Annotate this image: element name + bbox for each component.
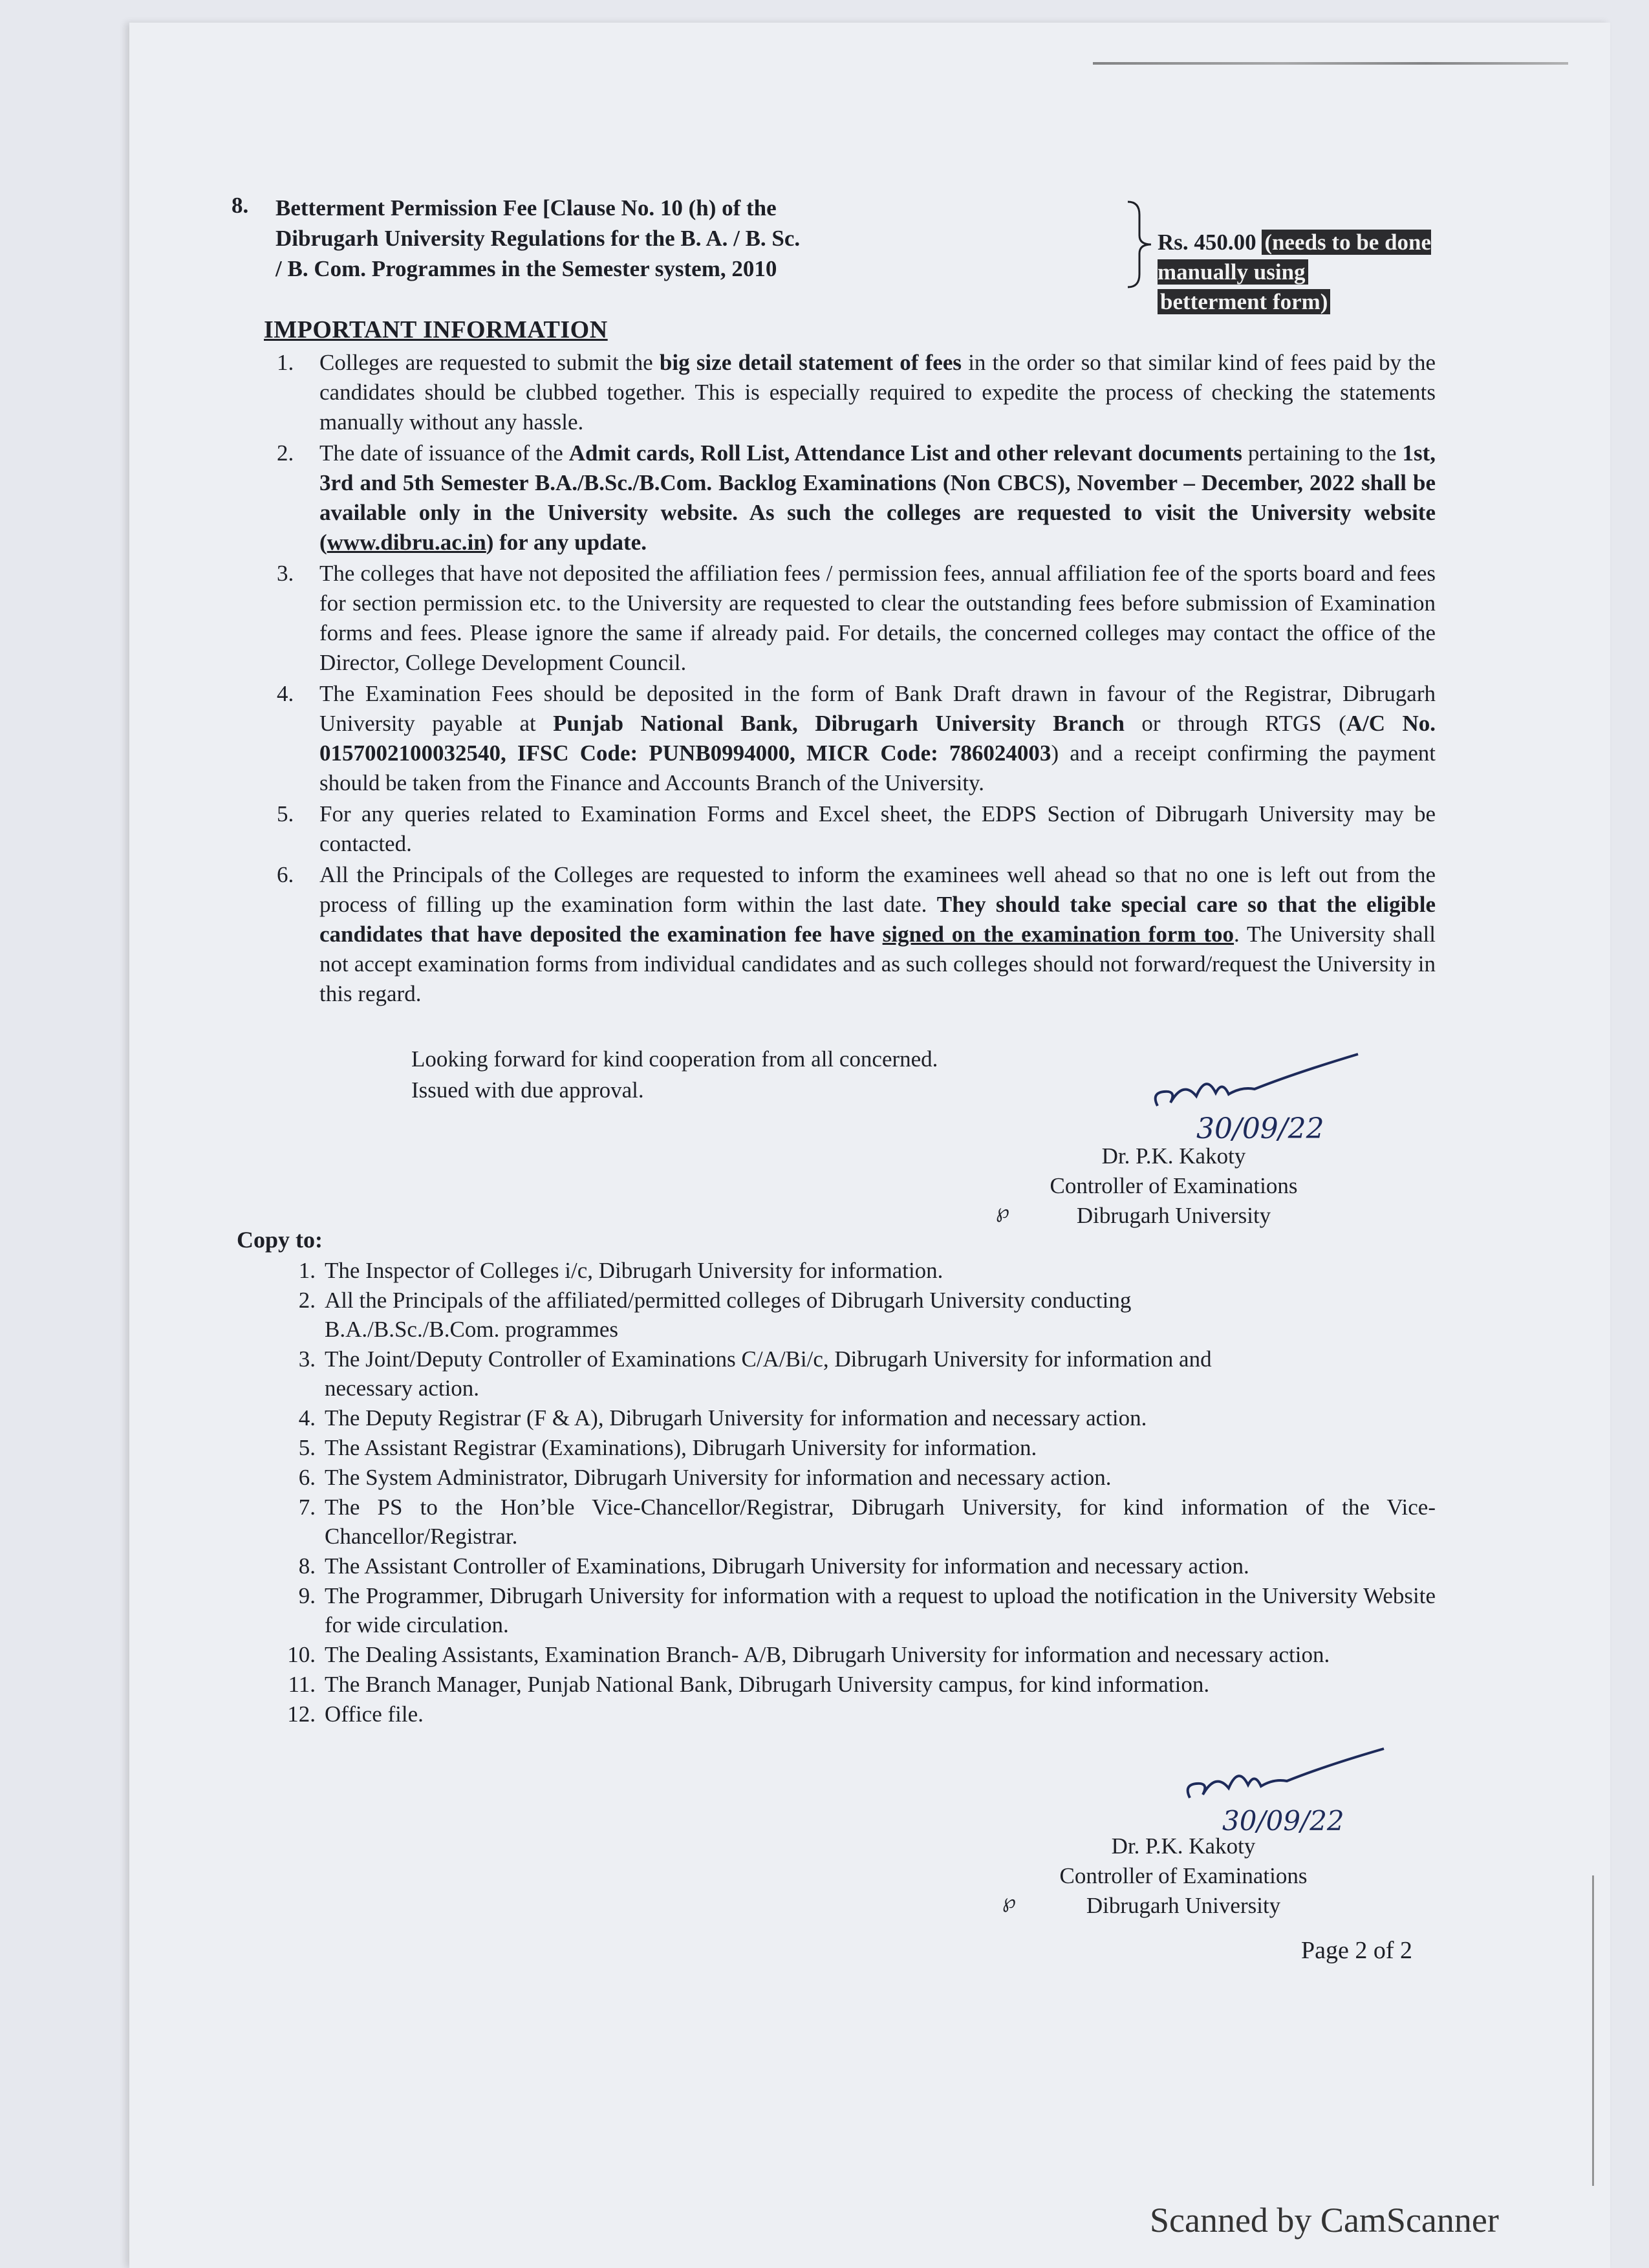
- list-item: [265, 1640, 1436, 1669]
- initial-mark-icon: ℘: [1002, 1891, 1016, 1912]
- item-number: 2.: [277, 440, 294, 466]
- list-item: [265, 1670, 1436, 1699]
- list-item: [265, 1403, 1436, 1432]
- fee-note-highlight: (needs to be done manually using: [1158, 230, 1432, 285]
- item-text: The date of issuance of the: [319, 440, 569, 466]
- item-text: Office file.: [325, 1701, 424, 1727]
- copy-to-list: [265, 1256, 1436, 1729]
- closing-line: Issued with due approval.: [411, 1077, 644, 1103]
- important-info-list: [265, 348, 1436, 1010]
- fee-amount-block: [1158, 228, 1460, 317]
- fee-line: Dibrugarh University Regulations for the B. A. / B. Sc.: [275, 226, 801, 251]
- list-item: [265, 1581, 1436, 1639]
- item-text: All the Principals of the Colleges are requested to inform the examinees well ahead so that no one is left out from the process of filling up the examination form within the last date.: [319, 862, 1436, 917]
- website-link[interactable]: www.dibru.ac.in: [327, 530, 486, 555]
- item-text: The Branch Manager, Punjab National Bank, Dibrugarh University campus, for kind information.: [325, 1672, 1210, 1697]
- list-item: [265, 348, 1436, 437]
- item-text: The System Administrator, Dibrugarh University for information and necessary action.: [325, 1465, 1112, 1490]
- scan-edge-line: [1093, 62, 1568, 65]
- signatory-name: Dr. P.K. Kakoty: [1111, 1833, 1256, 1859]
- signature-date: 30/09/22: [1222, 1805, 1344, 1837]
- item-text: The Assistant Registrar (Examinations), Dibrugarh University for information.: [325, 1435, 1037, 1460]
- item-text: or through RTGS (: [1124, 711, 1346, 736]
- signatory-org: Dibrugarh University: [1086, 1893, 1281, 1918]
- item-bold-text: A/C No. 0157002100032540, IFSC Code: PUNB0994000, MICR Code: 786024003: [319, 711, 1436, 766]
- page-number: Page 2 of 2: [1301, 1937, 1413, 1964]
- list-item: [265, 799, 1436, 859]
- item-number: 3.: [277, 561, 294, 586]
- fee-note-highlight: betterment form): [1158, 289, 1330, 314]
- item-number: 11.: [288, 1672, 316, 1697]
- item-bold-text: big size detail statement of fees: [659, 350, 962, 375]
- item-number: 7.: [298, 1495, 316, 1520]
- list-item: [265, 1256, 1436, 1285]
- signature-block: [1002, 1831, 1332, 1921]
- item-number: 3.: [298, 1346, 316, 1372]
- item-number: 4.: [298, 1405, 316, 1431]
- closing-line: Looking forward for kind cooperation from all concerned.: [411, 1046, 938, 1072]
- item-bold-text: 1st, 3rd and 5th Semester B.A./B.Sc./B.Com. Backlog Examinations (Non CBCS), November – December, 2022 shall be available only in the University website. As such the colleges are requested to visit the University website (: [319, 440, 1436, 555]
- fee-line: / B. Com. Programmes in the Semester system, 2010: [275, 256, 777, 281]
- fee-item-description: [275, 193, 1116, 284]
- list-item: [265, 679, 1436, 798]
- item-text: For any queries related to Examination Forms and Excel sheet, the EDPS Section of Dibrugarh University may be contacted.: [319, 801, 1436, 856]
- signature-date: 30/09/22: [1196, 1112, 1324, 1145]
- closing-remarks: [411, 1044, 938, 1106]
- list-item: [265, 1345, 1436, 1403]
- item-number: 8.: [298, 1553, 316, 1579]
- signatory-name: Dr. P.K. Kakoty: [1101, 1143, 1246, 1169]
- item-bold-text: They should take special care so that the eligible candidates that have deposited the examination fee have: [319, 892, 1436, 947]
- betterment-fee-item: [232, 193, 1460, 314]
- handwritten-signature-icon: [1145, 1035, 1364, 1145]
- signatory-title: Controller of Examinations: [1059, 1863, 1308, 1888]
- item-text: The Deputy Registrar (F & A), Dibrugarh University for information and necessary action.: [325, 1405, 1147, 1431]
- item-text: . The University shall not accept examination forms from individual candidates and as such colleges should not forward/request the University in this regard.: [319, 922, 1436, 1006]
- signatory-title: Controller of Examinations: [1050, 1173, 1298, 1198]
- fee-line: Betterment Permission Fee [Clause No. 10 (h) of the: [275, 195, 777, 221]
- fee-amount: Rs. 450.00: [1158, 230, 1256, 255]
- item-number: 4.: [277, 681, 294, 706]
- item-number: 9.: [298, 1583, 316, 1608]
- item-number: 5.: [277, 801, 294, 826]
- item-text: The Inspector of Colleges i/c, Dibrugarh University for information.: [325, 1258, 943, 1283]
- item-bold-text: Punjab National Bank, Dibrugarh University Branch: [553, 711, 1125, 736]
- item-text: pertaining to the: [1242, 440, 1403, 466]
- item-text: The Programmer, Dibrugarh University for information with a request to upload the notification in the University Website for wide circulation.: [325, 1583, 1436, 1637]
- list-item: [265, 1463, 1436, 1492]
- list-item: [265, 1700, 1436, 1729]
- item-text: The Dealing Assistants, Examination Branch- A/B, Dibrugarh University for information and necessary action.: [325, 1642, 1330, 1667]
- right-brace-icon: [1123, 199, 1161, 290]
- fee-item-number: 8.: [232, 193, 249, 218]
- item-number: 1.: [277, 350, 294, 375]
- scan-margin-mark: [1592, 1875, 1594, 2186]
- item-number: 6.: [277, 862, 294, 887]
- item-text: The colleges that have not deposited the affiliation fees / permission fees, annual affiliation fee of the sports board and fees for section permission etc. to the University are requested to clear the outstanding fees before submission of Examination forms and fees. Please ignore the same if already paid. For details, the concerned colleges may contact the office of the Director, College Development Council.: [319, 561, 1436, 675]
- item-number: 6.: [298, 1465, 316, 1490]
- item-text: Colleges are requested to submit the: [319, 350, 660, 375]
- item-text: The Examination Fees should be deposited in the form of Bank Draft drawn in favour of the Registrar, Dibrugarh University payable at: [319, 681, 1436, 736]
- list-item: [265, 1551, 1436, 1581]
- list-item: [265, 860, 1436, 1009]
- signature-block: [996, 1141, 1319, 1231]
- item-number: 1.: [298, 1258, 316, 1283]
- item-bold-text: ) for any update.: [486, 530, 647, 555]
- item-text: The Joint/Deputy Controller of Examinations C/A/Bi/c, Dibrugarh University for information and necessary action.: [325, 1346, 1212, 1401]
- item-number: 2.: [298, 1288, 316, 1313]
- item-text: The PS to the Hon’ble Vice-Chancellor/Registrar, Dibrugarh University, for kind information of the Vice-Chancellor/Registrar.: [325, 1495, 1436, 1549]
- list-item: [265, 1286, 1436, 1344]
- item-underlined-text: signed on the examination form too: [882, 922, 1234, 947]
- item-text: in the order so that similar kind of fees paid by the candidates should be clubbed together. This is especially required to expedite the process of checking the statements manually without any hassle.: [319, 350, 1436, 435]
- camscanner-watermark: Scanned by CamScanner: [1150, 2201, 1499, 2240]
- list-item: [265, 1433, 1436, 1462]
- handwritten-signature-icon: [1177, 1740, 1390, 1837]
- list-item: [265, 1493, 1436, 1551]
- item-bold-text: Admit cards, Roll List, Attendance List and other relevant documents: [568, 440, 1242, 466]
- list-item: [265, 559, 1436, 678]
- item-text: The Assistant Controller of Examinations, Dibrugarh University for information and necessary action.: [325, 1553, 1249, 1579]
- initial-mark-icon: ℘: [996, 1201, 1009, 1222]
- list-item: [265, 438, 1436, 557]
- important-info-heading: IMPORTANT INFORMATION: [264, 316, 608, 343]
- item-number: 12.: [287, 1701, 316, 1727]
- item-number: 10.: [287, 1642, 316, 1667]
- item-number: 5.: [298, 1435, 316, 1460]
- signatory-org: Dibrugarh University: [1076, 1203, 1271, 1228]
- item-text: All the Principals of the affiliated/permitted colleges of Dibrugarh University conducting B.A./B.Sc./B.Com. programmes: [325, 1288, 1132, 1342]
- item-text: ) and a receipt confirming the payment should be taken from the Finance and Accounts Branch of the University.: [319, 740, 1436, 795]
- copy-to-heading: Copy to:: [237, 1227, 323, 1253]
